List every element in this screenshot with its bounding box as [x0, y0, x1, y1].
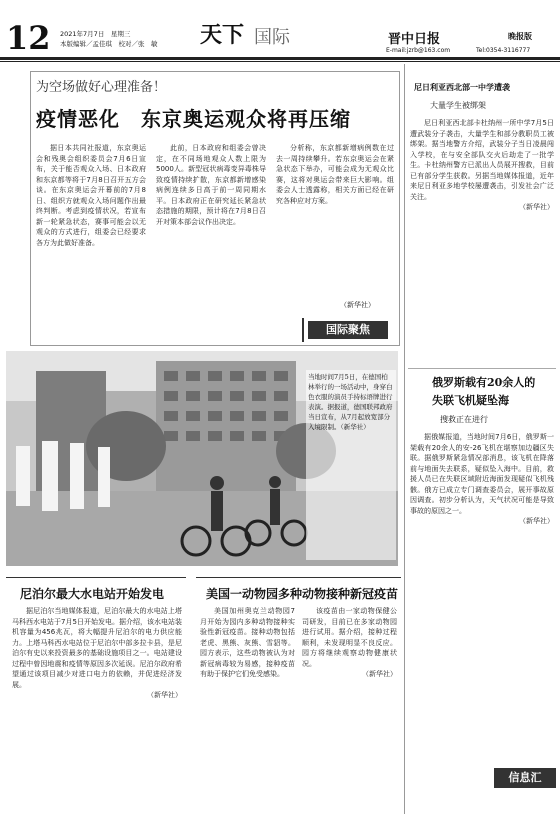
- section-title: 天下: [200, 22, 245, 48]
- right-story-1-source: （新华社）: [519, 203, 554, 211]
- bottom-middle-headline: 美国一动物园多种动物接种新冠疫苗: [206, 587, 399, 601]
- top-story-column-1: 据日本共同社报道，东京奥运会和残奥会组织委员会7月6日宣布，关于能否观众入场、日本政府和东京都等将于7月8日召开五方会谈。在东京奥运会开幕前的7月8日、组织方就观众入场问题作出最终判断。考虑到疫情状况，若宣布新一轮紧急状态，赛事可能会以无观众的方式进行，组委会已经要求各方为此做好准备。: [36, 144, 146, 247]
- top-story-headline: 疫情恶化 东京奥运观众将再压缩: [36, 107, 351, 131]
- right-column-divider: [404, 64, 405, 814]
- right-story-2-headline-line-1: 俄罗斯载有20余人的: [432, 376, 536, 389]
- right-story-1-kicker: 尼日利亚西北部一中学遭袭: [414, 83, 510, 92]
- bottom-left-body: [12, 606, 182, 806]
- top-story-source: （新华社）: [340, 301, 375, 309]
- right-story-2-body: [410, 432, 554, 768]
- bottom-left-text: 据尼泊尔当地媒体报道，尼泊尔最大的水电站上塔马科西水电站于7月5日开始发电。据介绍，该水电站装机容量为456兆瓦，将大幅提升尼泊尔的电力供应能力。上塔马科西水电站位于尼泊尔中部多拉卡县，是尼泊尔有史以来投资最多的基础设施项目之一。电站建设过程中曾因地震和疫情等原因多次延误。尼泊尔政府希望通过该项目减少对进口电力的依赖，并促进经济发展。: [12, 607, 182, 689]
- right-story-1-text: 尼日利亚西北部卡杜纳州一所中学7月5日遭武装分子袭击，大量学生和部分教职员工被绑架。据当地警方介绍，武装分子当日凌晨闯入学校，在与安全部队交火后劫走了一批学生。卡杜纳州警方已派出人员展开搜救，目前已有部分学生获救。另据当地媒体报道，近年来尼日利亚多地学校屡遭袭击，引发社会广泛关注。: [410, 119, 554, 201]
- bottom-middle-column-2: [302, 606, 397, 806]
- right-story-1-body: [410, 118, 554, 370]
- masthead: [0, 0, 560, 64]
- paper-name: 晋中日报: [388, 32, 441, 47]
- top-story-column-3: 分析称，东京都新增病例数在过去一周持续攀升。若东京奥运会在紧急状态下举办，可能会成为无观众比赛，这将对奥运会带来巨大影响。组委会人士透露称，相关方面已经在研究各种应对方案。: [276, 144, 394, 205]
- section-subtitle: 国际: [254, 27, 290, 48]
- bottom-left-rule: [6, 577, 186, 578]
- right-story-2-subheadline: 搜救正在进行: [440, 415, 488, 424]
- masthead-rule: [0, 57, 560, 60]
- bottom-middle-column-1: 美国加州奥克兰动物园7月开始为园内多种动物接种实验性新冠疫苗。接种动物包括老虎、黑熊、灰熊、雪貂等。园方表示，这些动物被认为对新冠病毒较为易感，接种疫苗有助于保护它们免受感染。: [200, 607, 295, 678]
- bottom-middle-text-2: 该疫苗由一家动物保健公司研发，目前已在多家动物园进行试用。据介绍，接种过程顺利，未发现明显不良反应。园方将继续观察动物健康状况。: [302, 607, 397, 668]
- bottom-left-headline: 尼泊尔最大水电站开始发电: [20, 587, 165, 601]
- contact-tel: Tel:0354-3116777: [476, 47, 531, 54]
- right-story-2-headline-line-2: 失联飞机疑坠海: [432, 394, 509, 407]
- bottom-left-source: （新华社）: [147, 691, 182, 699]
- right-story-2-text: 据俄媒报道，当地时间7月6日，俄罗斯一架载有20余人的安-26飞机在堪察加边疆区失联。据俄罗斯紧急情况部消息，该飞机在降落前与地面失去联系，疑似坠入海中。目前，救援人员已在失联区域附近海面发现疑似飞机残骸。俄方已成立专门调查委员会，展开事故原因调查。初步分析认为，天气状况可能是导致事故的原因之一。: [410, 433, 554, 515]
- contact-email: E-mail:jzrb@163.com: [386, 47, 451, 54]
- editors-line: 本版编辑／孟佳琪 校对／张 敏: [60, 40, 158, 48]
- right-story-2-source: （新华社）: [519, 517, 554, 525]
- masthead-rule-thin: [0, 61, 560, 62]
- paper-edition: 晚报版: [508, 32, 532, 41]
- right-story-1-headline: 大量学生被绑架: [430, 101, 486, 110]
- top-story-kicker: 为空场做好心理准备！: [36, 80, 167, 95]
- bottom-middle-source: （新华社）: [362, 670, 397, 678]
- column-tag-news-roundup: 信息汇: [494, 768, 556, 788]
- top-story-column-2: 此前，日本政府和组委会曾决定，在不同场地观众人数上限为5000人。新型冠状病毒变异毒株导致疫情持续扩散，东京都新增感染病例连续多日高于前一周同期水平。日本政府正在研究延长紧急状态措施的期限，预计将在7月8日召开对策本部会议作出决定。: [156, 144, 266, 226]
- bottom-middle-rule: [196, 577, 401, 578]
- issue-date: 2021年7月7日 星期三: [60, 30, 131, 38]
- page-number: 12: [6, 19, 51, 57]
- photo-caption: 当地时间7月5日，在德国柏林举行的一场活动中，身穿白色衣服的演员手持标语牌进行表演。据报道，德国联邦政府当日宣布，从7月起放宽部分入境限制。（新华社）: [306, 370, 396, 560]
- right-column-rule: [408, 368, 556, 369]
- column-tag-international-focus: 国际聚焦: [308, 321, 388, 339]
